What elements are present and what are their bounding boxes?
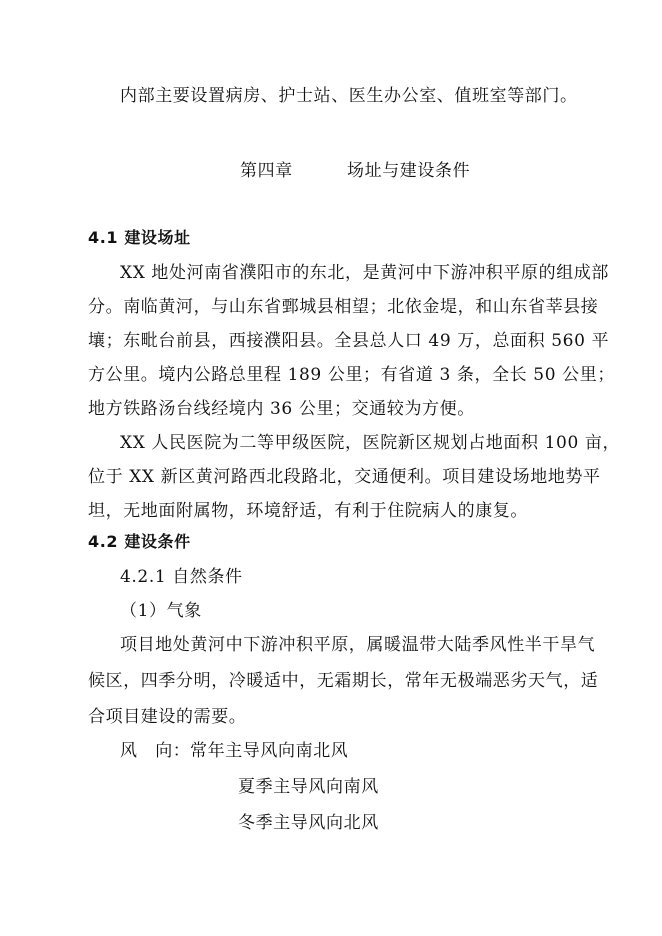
paragraph-line: 地方铁路汤台线经境内 36 公里；交通较为方便。 <box>88 399 475 419</box>
paragraph-line: XX 人民医院为二等甲级医院，医院新区规划占地面积 100 亩， <box>120 433 621 453</box>
section-heading-4-2: 4.2 建设条件 <box>88 532 191 551</box>
paragraph-line: 坦，无地面附属物，环境舒适，有利于住院病人的康复。 <box>88 501 528 521</box>
paragraph-line: 位于 XX 新区黄河路西北段路北，交通便利。项目建设场地地势平 <box>88 467 601 487</box>
intro-line: 内部主要设置病房、护士站、医生办公室、值班室等部门。 <box>120 86 578 106</box>
paragraph-line: 项目地处黄河中下游冲积平原，属暖温带大陆季风性半干旱气 <box>120 635 596 655</box>
wind-summer: 夏季主导风向南风 <box>238 777 379 797</box>
chapter-number: 第四章 <box>240 161 293 181</box>
subsection-heading-4-2-1: 4.2.1 自然条件 <box>120 567 243 587</box>
wind-winter: 冬季主导风向北风 <box>238 813 379 833</box>
wind-label: 风 向： <box>120 741 191 761</box>
chapter-title: 场址与建设条件 <box>347 161 471 181</box>
wind-annual: 常年主导风向南北风 <box>190 741 349 761</box>
paragraph-line: 方公里。境内公路总里程 189 公里；有省道 3 条，全长 50 公里； <box>88 365 615 385</box>
section-heading-4-1: 4.1 建设场址 <box>88 228 191 247</box>
paragraph-line: XX 地处河南省濮阳市的东北，是黄河中下游冲积平原的组成部 <box>120 263 610 283</box>
paragraph-line: 合项目建设的需要。 <box>88 707 247 727</box>
paragraph-line: 壤；东毗台前县，西接濮阳县。全县总人口 49 万，总面积 560 平 <box>88 331 610 351</box>
paragraph-line: 分。南临黄河，与山东省鄄城县相望；北依金堤，和山东省莘县接 <box>88 297 599 317</box>
item-label-climate: （1）气象 <box>120 601 202 621</box>
paragraph-line: 候区，四季分明，冷暖适中，无霜期长，常年无极端恶劣天气，适 <box>88 671 599 691</box>
